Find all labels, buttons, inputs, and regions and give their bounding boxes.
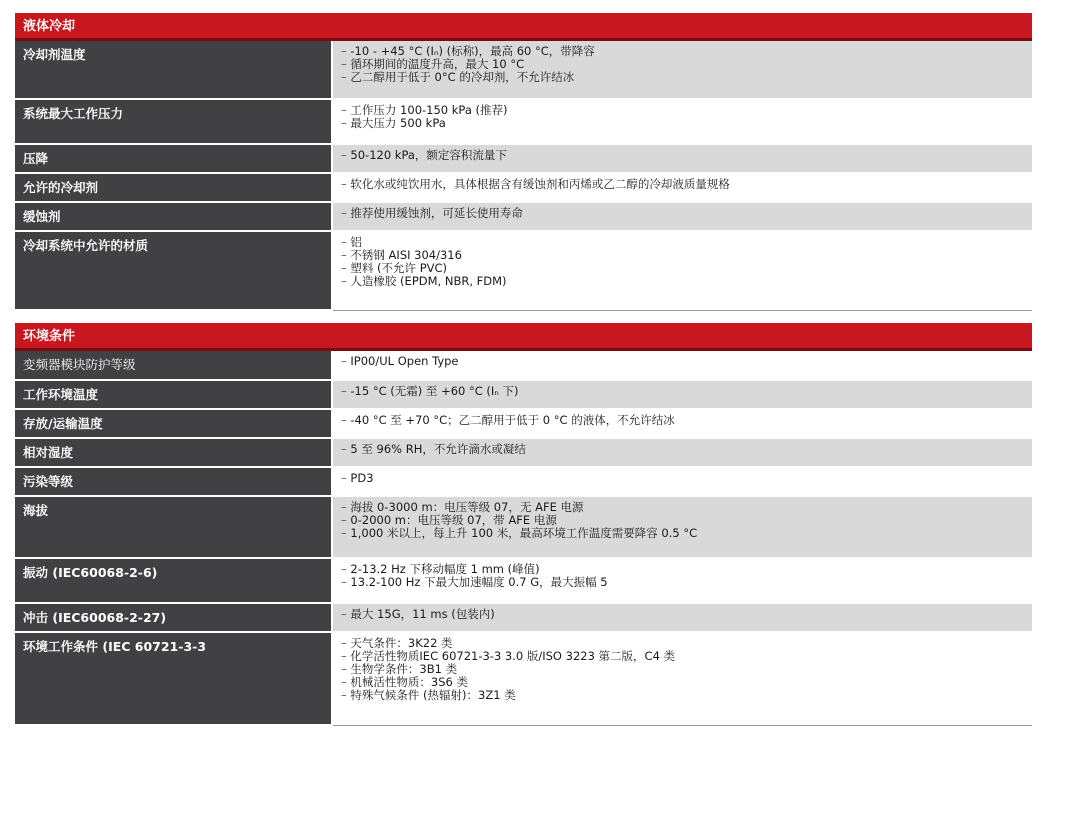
row-value: [332, 144, 1032, 173]
value-line: – 塑料 (不允许 PVC): [341, 262, 1024, 275]
row-value: [332, 41, 1032, 99]
value-line: – 循环期间的温度升高，最大 10 °C: [341, 58, 1024, 71]
row-label: 环境工作条件 (IEC 60721-3-3: [15, 632, 332, 725]
table-row: [15, 409, 1032, 438]
row-value: [332, 351, 1032, 380]
table-row: [15, 632, 1032, 725]
table-row: [15, 351, 1032, 380]
environment-table: [15, 351, 1032, 726]
value-line: – 工作压力 100-150 kPa (推荐): [341, 104, 1024, 117]
value-line: – 人造橡胶 (EPDM, NBR, FDM): [341, 275, 1024, 288]
row-value: [332, 409, 1032, 438]
table-row: [15, 231, 1032, 310]
row-label: 污染等级: [15, 467, 332, 496]
value-line: – 2-13.2 Hz 下移动幅度 1 mm (峰值): [341, 563, 1024, 576]
value-line: – IP00/UL Open Type: [341, 355, 1024, 368]
value-line: – 特殊气候条件 (热辐射)：3Z1 类: [341, 689, 1024, 702]
row-label: 缓蚀剂: [15, 202, 332, 231]
value-line: – -40 °C 至 +70 °C；乙二醇用于低于 0 °C 的液体，不允许结冰: [341, 414, 1024, 427]
row-value: [332, 173, 1032, 202]
row-value: [332, 380, 1032, 409]
row-label: 允许的冷却剂: [15, 173, 332, 202]
value-line: – 化学活性物质IEC 60721-3-3 3.0 版/ISO 3223 第二版，C4 类: [341, 650, 1024, 663]
row-value: [332, 231, 1032, 310]
row-label: 工作环境温度: [15, 380, 332, 409]
spec-page: [15, 13, 1032, 726]
row-label: 变频器模块防护等级: [15, 351, 332, 380]
value-line: – 5 至 96% RH，不允许滴水或凝结: [341, 443, 1024, 456]
table-row: [15, 41, 1032, 99]
table-row: [15, 603, 1032, 632]
section-header-liquid-cooling: 液体冷却: [15, 13, 1032, 41]
row-label: 存放/运输温度: [15, 409, 332, 438]
table-row: [15, 99, 1032, 144]
row-value: [332, 632, 1032, 725]
row-label: 压降: [15, 144, 332, 173]
row-value: [332, 603, 1032, 632]
value-line: – 软化水或纯饮用水，具体根据含有缓蚀剂和丙烯或乙二醇的冷却液质量规格: [341, 178, 1024, 191]
value-line: – PD3: [341, 472, 1024, 485]
row-value: [332, 496, 1032, 558]
value-line: – 生物学条件：3B1 类: [341, 663, 1024, 676]
value-line: – 1,000 米以上，每上升 100 米，最高环境工作温度需要降容 0.5 °C: [341, 527, 1024, 540]
row-value: [332, 202, 1032, 231]
value-line: – 最大 15G，11 ms (包装内): [341, 608, 1024, 621]
value-line: – 0-2000 m：电压等级 07，带 AFE 电源: [341, 514, 1024, 527]
row-label: 振动 (IEC60068-2-6): [15, 558, 332, 603]
table-row: [15, 202, 1032, 231]
row-label: 冲击 (IEC60068-2-27): [15, 603, 332, 632]
value-line: – 机械活性物质：3S6 类: [341, 676, 1024, 689]
value-line: – 最大压力 500 kPa: [341, 117, 1024, 130]
row-label: 冷却系统中允许的材质: [15, 231, 332, 310]
row-value: [332, 467, 1032, 496]
value-line: – 铝: [341, 236, 1024, 249]
table-row: [15, 380, 1032, 409]
value-line: – 天气条件：3K22 类: [341, 637, 1024, 650]
row-label: 相对湿度: [15, 438, 332, 467]
liquid-cooling-table: [15, 41, 1032, 311]
value-line: – 13.2-100 Hz 下最大加速幅度 0.7 G，最大振幅 5: [341, 576, 1024, 589]
row-label: 冷却剂温度: [15, 41, 332, 99]
row-value: [332, 438, 1032, 467]
table-row: [15, 558, 1032, 603]
value-line: – -10 - +45 °C (Iₙ) (标称)，最高 60 °C，带降容: [341, 45, 1024, 58]
value-line: – 海拔 0-3000 m：电压等级 07，无 AFE 电源: [341, 501, 1024, 514]
value-line: – 50-120 kPa，额定容积流量下: [341, 149, 1024, 162]
row-label: 系统最大工作压力: [15, 99, 332, 144]
value-line: – 推荐使用缓蚀剂，可延长使用寿命: [341, 207, 1024, 220]
table-row: [15, 173, 1032, 202]
value-line: – 乙二醇用于低于 0°C 的冷却剂，不允许结冰: [341, 71, 1024, 84]
section-header-environment: 环境条件: [15, 323, 1032, 351]
value-line: – -15 °C (无霜) 至 +60 °C (Iₙ 下): [341, 385, 1024, 398]
row-label: 海拔: [15, 496, 332, 558]
table-row: [15, 496, 1032, 558]
row-value: [332, 558, 1032, 603]
table-row: [15, 438, 1032, 467]
row-value: [332, 99, 1032, 144]
value-line: – 不锈钢 AISI 304/316: [341, 249, 1024, 262]
table-row: [15, 467, 1032, 496]
table-row: [15, 144, 1032, 173]
